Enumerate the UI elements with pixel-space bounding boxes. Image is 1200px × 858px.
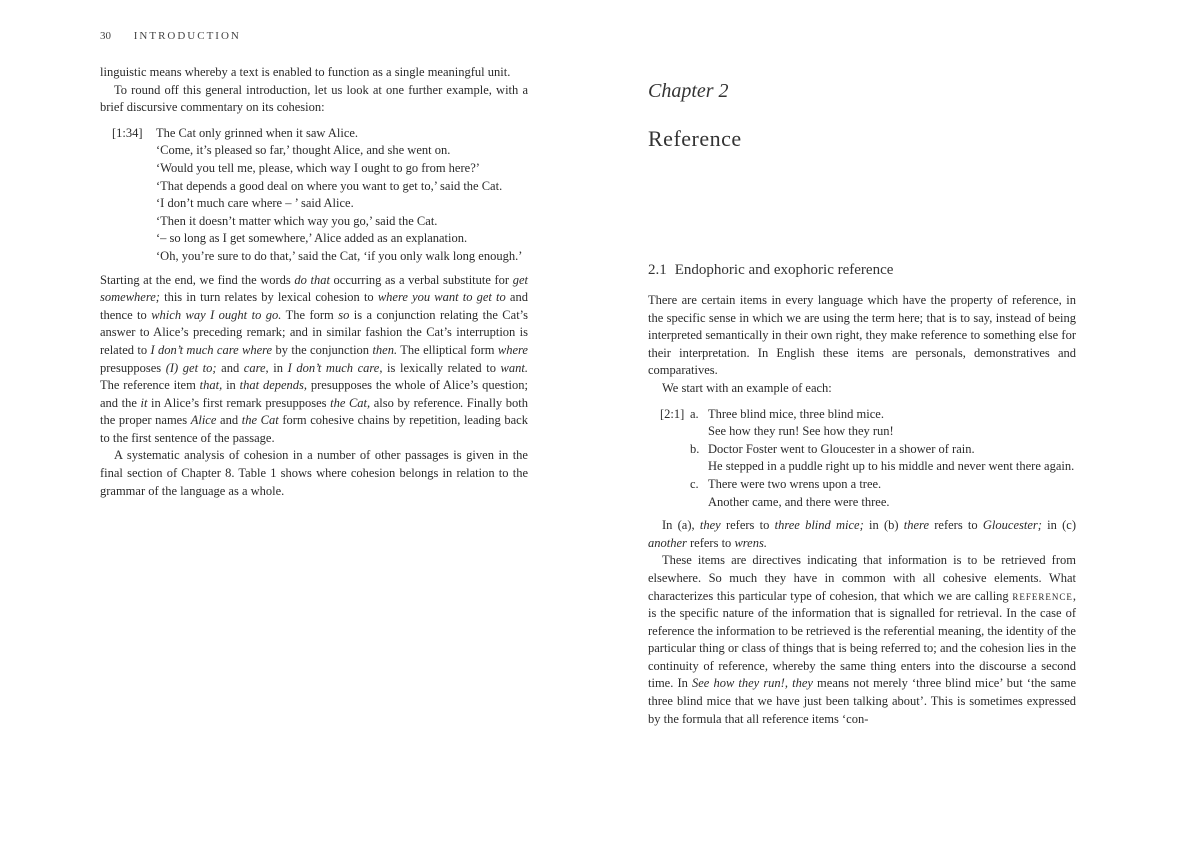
right-page — [600, 0, 1200, 858]
example-item-letter: c. — [690, 476, 699, 491]
example-line: Another came, and there were three. — [708, 494, 890, 509]
italic-run: the Cat, — [330, 395, 371, 410]
page-number: 30 — [100, 30, 111, 42]
text-run: presupposes — [100, 360, 166, 375]
example-line: ‘I don’t much care where – ’ said Alice. — [156, 196, 354, 211]
example-items — [690, 406, 1076, 512]
paragraph-commentary — [100, 272, 528, 448]
text-run: occurring as a verbal substitute for — [329, 272, 513, 287]
example-label: [1:34] — [112, 125, 143, 140]
text-run: The reference item — [100, 378, 200, 393]
italic-run: want. — [500, 360, 528, 375]
example-item-letter: b. — [690, 441, 700, 456]
italic-run: where — [497, 342, 528, 357]
italic-run: care, — [243, 360, 269, 375]
italic-run: that depends, — [239, 378, 308, 393]
text-run: also by reference. Finally both the proper names — [100, 395, 528, 428]
example-line: See how they run! See how they run! — [708, 424, 894, 439]
example-item-a — [690, 406, 1076, 441]
example-line: He stepped in a puddle right up to his middle and never went there again. — [708, 459, 1075, 474]
example-item-c — [690, 476, 1076, 511]
left-text-column — [100, 64, 528, 500]
paragraph-directives — [648, 552, 1076, 728]
italic-run: I don’t much care, — [287, 360, 383, 375]
paragraph-start: We start with an example of each: — [662, 380, 832, 395]
text-run: refers to — [720, 518, 775, 533]
italic-run: they — [699, 518, 721, 533]
text-run: The elliptical form — [397, 342, 498, 357]
text-run: These items are directives indicating that information is to be retrieved from elsewhere. So much they have in common with all cohesive elements. What characterizes this particular type of cohesion, that which we are calling — [648, 553, 1076, 603]
italic-run: Alice — [190, 413, 217, 428]
text-run: in — [222, 378, 240, 393]
text-run: in (b) — [863, 518, 904, 533]
text-run: , is the specific nature of the information that is signalled for retrieval. In the case of reference the information to be retrieved is the referential meaning, the identity of the particular thing or class of things that is being referred to; and the cohesion lies in the continuity of reference, whereby the same thing enters into the discourse a second time. In — [648, 588, 1076, 691]
example-item-b — [690, 441, 1076, 476]
example-2-1 — [648, 406, 1076, 512]
text-run: in Alice’s first remark presupposes — [147, 395, 331, 410]
example-line: Doctor Foster went to Gloucester in a shower of rain. — [708, 441, 975, 456]
text-run: means not merely ‘three blind mice’ but ‘the same three blind mice that we have just been talking about’. This is sometimes expressed by the formula that all reference items ‘con- — [648, 676, 1077, 726]
italic-run: three blind mice; — [774, 518, 864, 533]
paragraph-intro: There are certain items in every language which have the property of reference, in the specific sense in which we are using the term here; that is to say, instead of being interpreted semantically in their own right, they make reference to something else for their interpretation. In English these items are personals, demonstratives and comparatives. — [648, 293, 1076, 378]
italic-run: I don’t much care where — [150, 342, 273, 357]
italic-run: they — [792, 676, 813, 691]
text-run: In (a), — [662, 518, 700, 533]
text-run: by the conjunction — [272, 342, 373, 357]
text-run: is lexically related to — [382, 360, 501, 375]
example-line: ‘Oh, you’re sure to do that,’ said the Cat, ‘if you only walk long enough.’ — [156, 248, 523, 263]
section-number: 2.1 — [648, 262, 667, 278]
italic-run: the Cat — [241, 413, 279, 428]
right-text-column — [648, 292, 1076, 728]
italic-run: do that — [294, 272, 330, 287]
example-line: There were two wrens upon a tree. — [708, 476, 882, 491]
text-run: and — [216, 413, 242, 428]
running-head-title: INTRODUCTION — [133, 30, 241, 42]
text-run: in (c) — [1041, 518, 1076, 533]
italic-run: another — [648, 535, 687, 550]
text-run: this in turn relates by lexical cohesion to — [159, 290, 378, 305]
paragraph-refers — [648, 517, 1076, 552]
text-run: in — [268, 360, 288, 375]
italic-run: where you want to get to — [377, 290, 506, 305]
running-head — [100, 30, 241, 42]
italic-run: Gloucester; — [982, 518, 1042, 533]
paragraph-round-off: To round off this general introduction, let us look at one further example, with a brief discursive commentary on its cohesion: — [100, 82, 528, 115]
italic-run: get somewhere; — [100, 272, 528, 305]
chapter-label: Chapter 2 — [648, 80, 729, 102]
example-line: ‘That depends a good deal on where you want to get to,’ said the Cat. — [156, 178, 503, 193]
text-run: refers to — [686, 535, 735, 550]
example-item-letter: a. — [690, 406, 699, 421]
text-run: and — [216, 360, 244, 375]
example-1-34 — [100, 125, 528, 266]
italic-run: then. — [372, 342, 398, 357]
section-title: Endophoric and exophoric reference — [674, 262, 894, 278]
example-line: The Cat only grinned when it saw Alice. — [156, 125, 359, 140]
example-line: ‘Then it doesn’t matter which way you go,’ said the Cat. — [156, 213, 438, 228]
section-heading — [648, 262, 893, 279]
example-line: ‘– so long as I get somewhere,’ Alice added as an explanation. — [156, 231, 468, 246]
italic-run: it — [140, 395, 148, 410]
italic-run: which way I ought to go. — [151, 307, 282, 322]
chapter-title: Reference — [648, 126, 742, 151]
paragraph-continuation: linguistic means whereby a text is enabled to function as a single meaningful unit. — [100, 65, 511, 79]
text-run: form cohesive chains by repetition, leading back to the first sentence of the passage. — [100, 413, 528, 445]
italic-run: that, — [199, 378, 223, 393]
italic-run: so — [338, 307, 350, 322]
text-run: refers to — [929, 518, 983, 533]
smallcaps-run: reference — [1012, 588, 1073, 603]
text-run: is a conjunction relating the Cat’s answer to Alice’s preceding remark; and in similar fashion the Cat’s interruption is related to — [100, 307, 529, 357]
example-line: ‘Would you tell me, please, which way I ought to go from here?’ — [156, 160, 480, 175]
italic-run: See how they run!, — [691, 676, 788, 691]
example-label: [2:1] — [660, 406, 685, 421]
italic-run: (I) get to; — [165, 360, 217, 375]
example-line: Three blind mice, three blind mice. — [708, 406, 884, 421]
example-line: ‘Come, it’s pleased so far,’ thought Alice, and she went on. — [156, 143, 451, 158]
italic-run: there — [903, 518, 930, 533]
paragraph-systematic: A systematic analysis of cohesion in a number of other passages is given in the final section of Chapter 8. Table 1 shows where cohesion belongs in relation to the grammar of the language as a whole. — [100, 448, 528, 498]
text-run: presupposes the whole of Alice’s question; and the — [100, 378, 528, 410]
text-run: The form — [281, 307, 339, 322]
italic-run: wrens. — [734, 535, 767, 550]
text-run: Starting at the end, we find the words — [100, 272, 295, 287]
text-run: and thence to — [100, 290, 528, 322]
example-lines — [156, 125, 528, 266]
